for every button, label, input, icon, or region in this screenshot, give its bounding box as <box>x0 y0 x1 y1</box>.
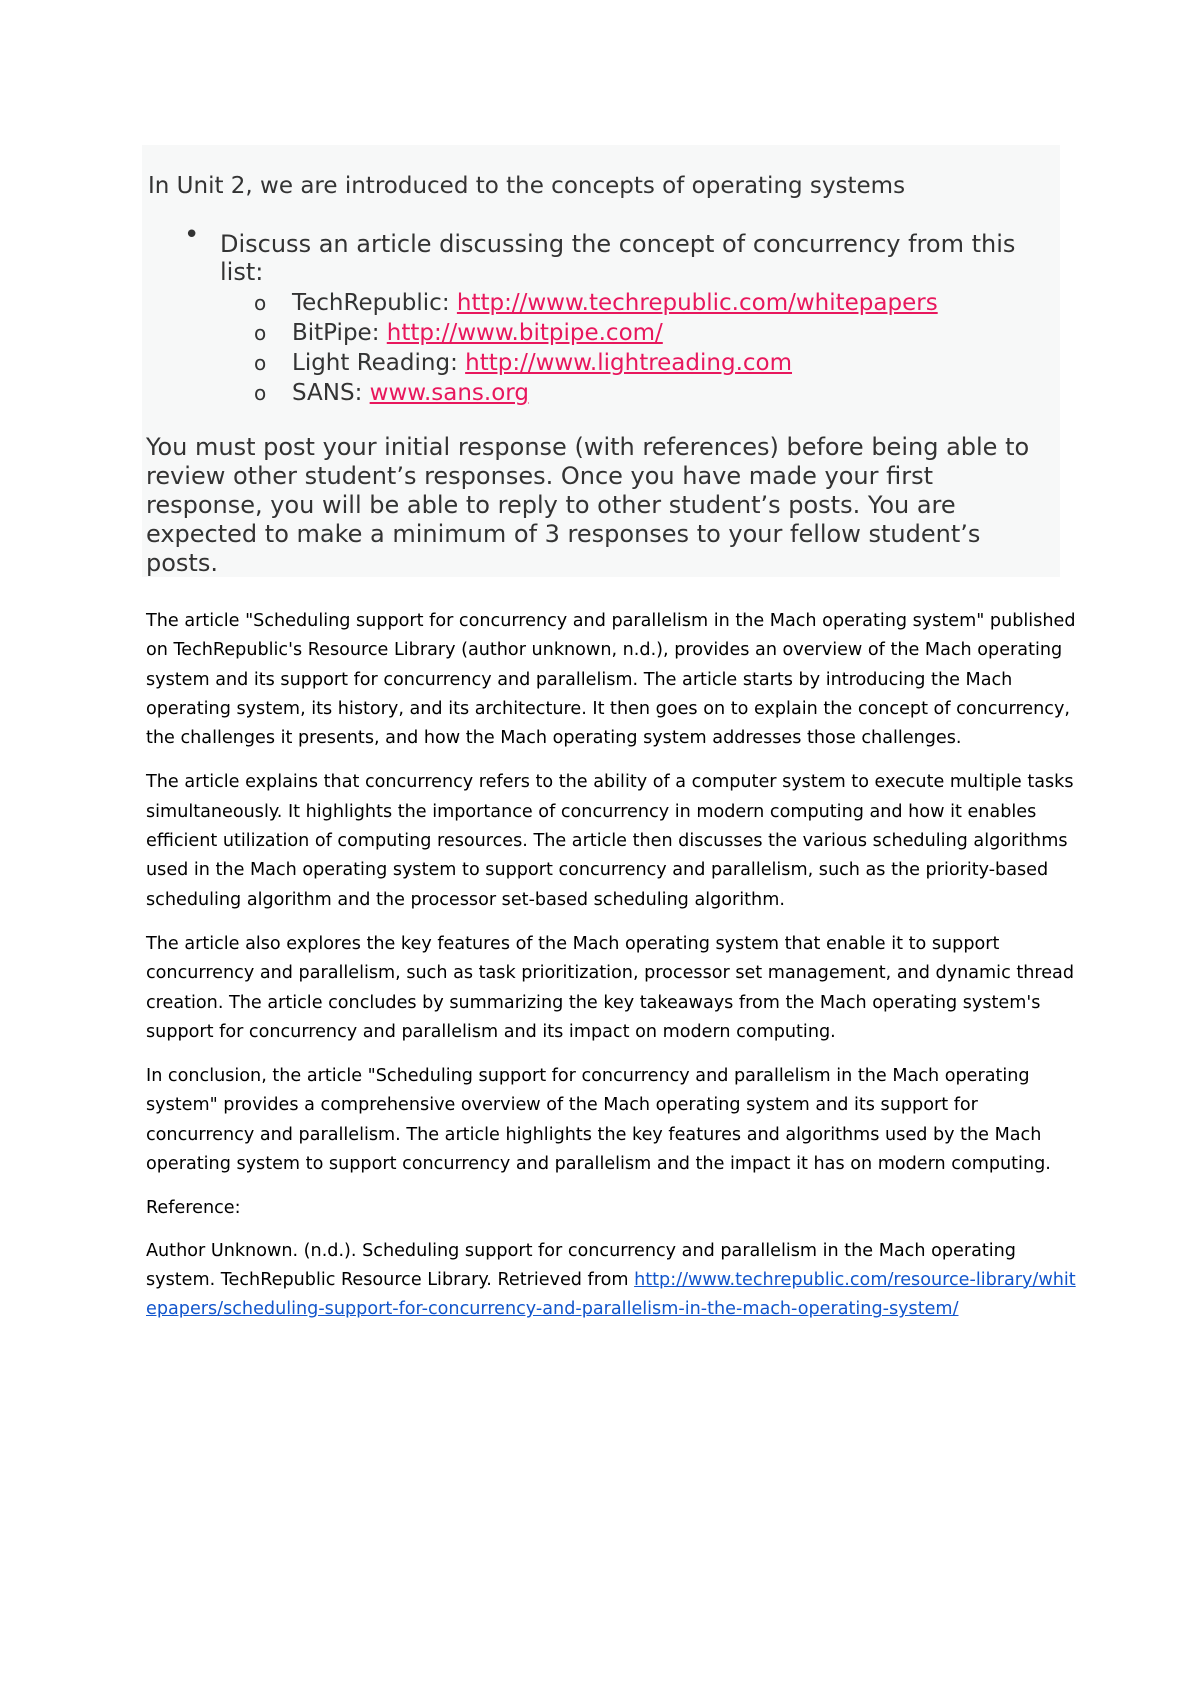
sub-bullet-marker: o <box>254 381 267 405</box>
sub-bullet-marker: o <box>254 321 267 345</box>
bullet-text: Discuss an article discussing the concept of concurrency from this list: <box>220 230 1016 286</box>
source-list <box>254 288 1054 408</box>
source-link-lightreading[interactable]: http://www.lightreading.com <box>465 350 793 376</box>
bullet-marker: • <box>184 220 200 250</box>
source-label: SANS: <box>292 380 363 406</box>
sub-bullet-marker: o <box>254 291 267 315</box>
reference-text: Author Unknown. (n.d.). Scheduling support for concurrency and parallelism in the Mach operating system. TechRepublic Resource Library. Retrieved from <box>146 1240 1016 1290</box>
source-link-bitpipe[interactable]: http://www.bitpipe.com/ <box>386 320 663 346</box>
prompt-title: In Unit 2, we are introduced to the concepts of operating systems <box>148 173 906 199</box>
source-item-bitpipe <box>254 318 1054 348</box>
source-item-sans <box>254 378 1054 408</box>
reference-link[interactable]: http://www.techrepublic.com/resource-library/whitepapers/scheduling-support-for-concurrency-and-parallelism-in-the-mach-operating-system/ <box>146 1269 1076 1320</box>
source-label: Light Reading: <box>292 350 458 376</box>
source-label: BitPipe: <box>292 320 380 346</box>
prompt-instructions: You must post your initial response (with references) before being able to review other student’s responses. Once you have made your first response, you will be able to reply to other student’s posts. You are expected to make a minimum of 3 responses to your fellow student’s posts. <box>146 433 1030 577</box>
source-item-lightreading <box>254 348 1054 378</box>
sub-bullet-marker: o <box>254 351 267 375</box>
source-item-techrepublic <box>254 288 1054 318</box>
source-link-techrepublic[interactable]: http://www.techrepublic.com/whitepapers <box>456 290 938 316</box>
body-paragraph: The article explains that concurrency refers to the ability of a computer system to execute multiple tasks simultaneously. It highlights the importance of concurrency in modern computing and how it enables efficient utilization of computing resources. The article then discusses the various scheduling algorithms used in the Mach operating system to support concurrency and parallelism, such as the priority-based scheduling algorithm and the processor set-based scheduling algorithm. <box>146 772 1074 910</box>
reference-entry <box>146 1237 1076 1325</box>
body-paragraph: In conclusion, the article "Scheduling support for concurrency and parallelism in the Mach operating system" provides a comprehensive overview of the Mach operating system and its support for concurrency and parallelism. The article highlights the key features and algorithms used by the Mach operating system to support concurrency and parallelism and the impact it has on modern computing. <box>146 1066 1051 1175</box>
body-paragraph: The article "Scheduling support for concurrency and parallelism in the Mach operating system" published on TechRepublic's Resource Library (author unknown, n.d.), provides an overview of the Mach operating system and its support for concurrency and parallelism. The article starts by introducing the Mach operating system, its history, and its architecture. It then goes on to explain the concept of concurrency, the challenges it presents, and how the Mach operating system addresses those challenges. <box>146 611 1076 749</box>
reference-heading: Reference: <box>146 1198 241 1219</box>
body-paragraph: The article also explores the key features of the Mach operating system that enable it to support concurrency and parallelism, such as task prioritization, processor set management, and dynamic thread creation. The article concludes by summarizing the key takeaways from the Mach operating system's support for concurrency and parallelism and its impact on modern computing. <box>146 933 1075 1042</box>
response-body <box>146 607 1076 1340</box>
source-link-sans[interactable]: www.sans.org <box>369 380 529 406</box>
source-label: TechRepublic: <box>292 290 450 316</box>
